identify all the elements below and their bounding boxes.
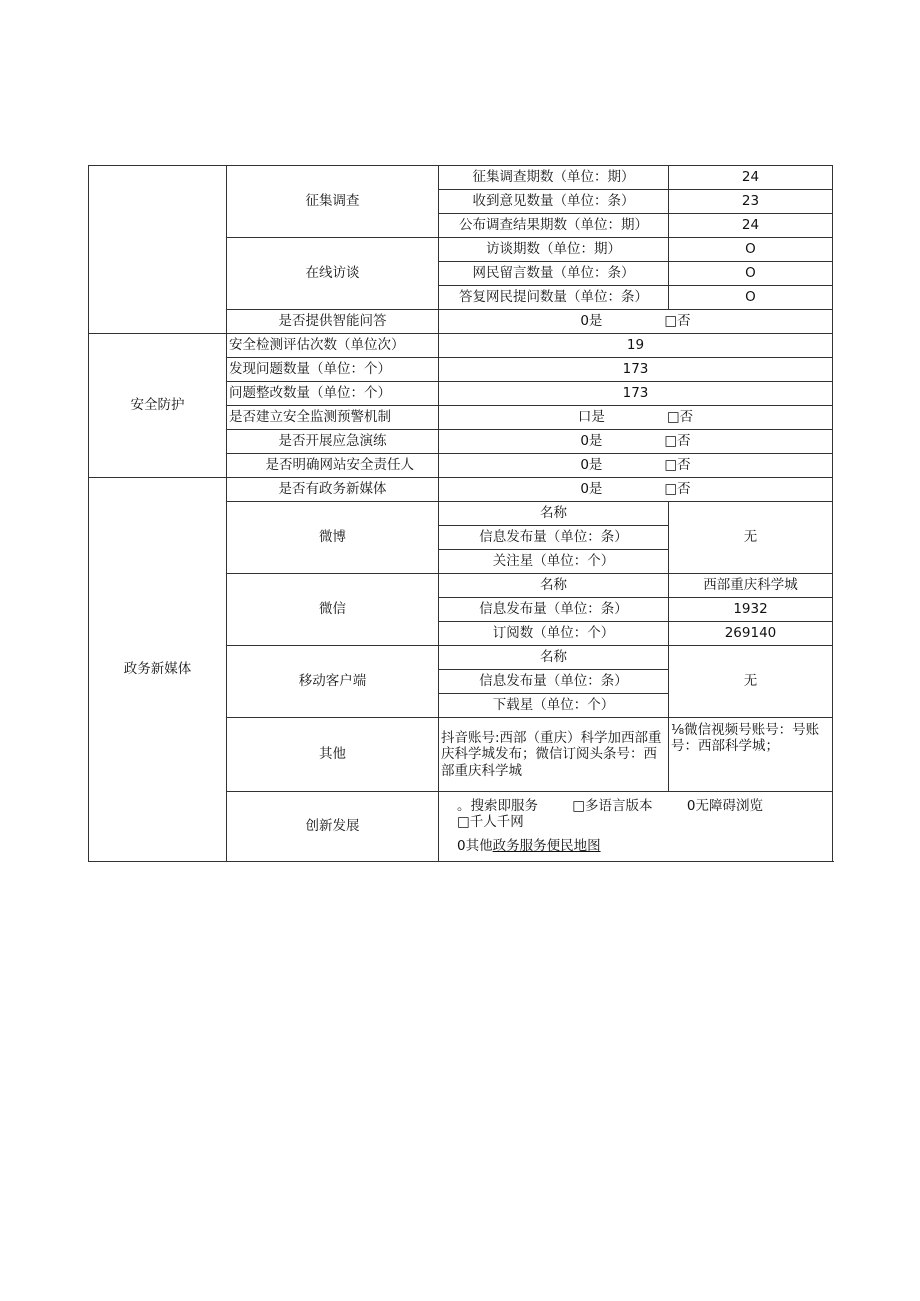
no-option: □否 (664, 457, 691, 474)
security-row-value: 173 (439, 358, 833, 382)
monitoring-label: 是否建立安全监测预警机制 (227, 406, 439, 430)
interview-row-value: O (669, 262, 833, 286)
other-option-text: 政务服务便民地图 (492, 838, 601, 855)
wechat-row-value: 269140 (669, 622, 833, 646)
survey-row-label: 征集调查期数（单位：期） (439, 166, 669, 190)
other-accounts: 抖音账号:西部（重庆）科学加西部重庆科学城发布；微信订阅头条号：西部重庆科学城 (439, 718, 669, 792)
category-survey: 征集调查 (227, 166, 439, 238)
security-row-value: 19 (439, 334, 833, 358)
survey-row-label: 公布调查结果期数（单位：期） (439, 214, 669, 238)
wechat-row-label: 信息发布量（单位：条） (439, 598, 669, 622)
has-media-label: 是否有政务新媒体 (227, 478, 439, 502)
wechat-row-value: 西部重庆科学城 (669, 574, 833, 598)
weibo-row-label: 关注星（单位：个） (439, 550, 669, 574)
smart-qa-choice (439, 310, 833, 334)
monitoring-choice (439, 406, 833, 430)
interview-row-value: O (669, 238, 833, 262)
wechat-row-label: 名称 (439, 574, 669, 598)
has-media-choice (439, 478, 833, 502)
weibo-row-label: 信息发布量（单位：条） (439, 526, 669, 550)
section-cell-interaction (89, 166, 227, 334)
other-video-accounts: ⅛微信视频号账号：号账号：西部科学城； (669, 718, 833, 792)
security-row-label: 发现问题数量（单位：个） (227, 358, 439, 382)
yes-option: 0是 (580, 457, 603, 474)
responsible-choice (439, 454, 833, 478)
category-weibo: 微博 (227, 502, 439, 574)
app-row-label: 下载星（单位：个） (439, 694, 669, 718)
interview-row-value: O (669, 286, 833, 310)
yes-option: 0是 (580, 313, 603, 330)
multilang-option: □多语言版本 (572, 798, 653, 814)
smart-qa-label: 是否提供智能问答 (227, 310, 439, 334)
yes-option: 0是 (580, 481, 603, 498)
weibo-value: 无 (669, 502, 833, 574)
security-row-label: 安全检测评估次数（单位次） (227, 334, 439, 358)
no-option: □否 (664, 481, 691, 498)
interview-row-label: 答复网民提问数量（单位：条） (439, 286, 669, 310)
innovation-options (439, 792, 833, 862)
other-option-prefix: 0其他 (457, 838, 493, 855)
yes-option: 0是 (580, 433, 603, 450)
app-row-label: 信息发布量（单位：条） (439, 670, 669, 694)
interview-row-label: 访谈期数（单位：期） (439, 238, 669, 262)
app-value: 无 (669, 646, 833, 718)
security-row-label: 问题整改数量（单位：个） (227, 382, 439, 406)
survey-row-label: 收到意见数量（单位：条） (439, 190, 669, 214)
survey-row-value: 23 (669, 190, 833, 214)
security-row-value: 173 (439, 382, 833, 406)
category-wechat: 微信 (227, 574, 439, 646)
app-row-label: 名称 (439, 646, 669, 670)
wechat-row-value: 1932 (669, 598, 833, 622)
yes-option: 口是 (577, 409, 605, 426)
report-table (88, 165, 833, 862)
category-app: 移动客户端 (227, 646, 439, 718)
personalized-option: □千人千网 (457, 814, 524, 831)
accessibility-option: 0无障碍浏览 (686, 798, 763, 814)
no-option: □否 (664, 313, 691, 330)
survey-row-value: 24 (669, 166, 833, 190)
category-interview: 在线访谈 (227, 238, 439, 310)
search-service-option: 。搜索即服务 (457, 798, 538, 814)
section-security: 安全防护 (89, 334, 227, 478)
wechat-row-label: 订阅数（单位：个） (439, 622, 669, 646)
survey-row-value: 24 (669, 214, 833, 238)
section-innovation: 创新发展 (227, 792, 439, 862)
weibo-row-label: 名称 (439, 502, 669, 526)
no-option: □否 (666, 409, 694, 426)
interview-row-label: 网民留言数量（单位：条） (439, 262, 669, 286)
section-media: 政务新媒体 (89, 478, 227, 862)
responsible-label: 是否明确网站安全责任人 (227, 454, 439, 478)
drill-label: 是否开展应急演练 (227, 430, 439, 454)
no-option: □否 (664, 433, 691, 450)
category-other: 其他 (227, 718, 439, 792)
drill-choice (439, 430, 833, 454)
